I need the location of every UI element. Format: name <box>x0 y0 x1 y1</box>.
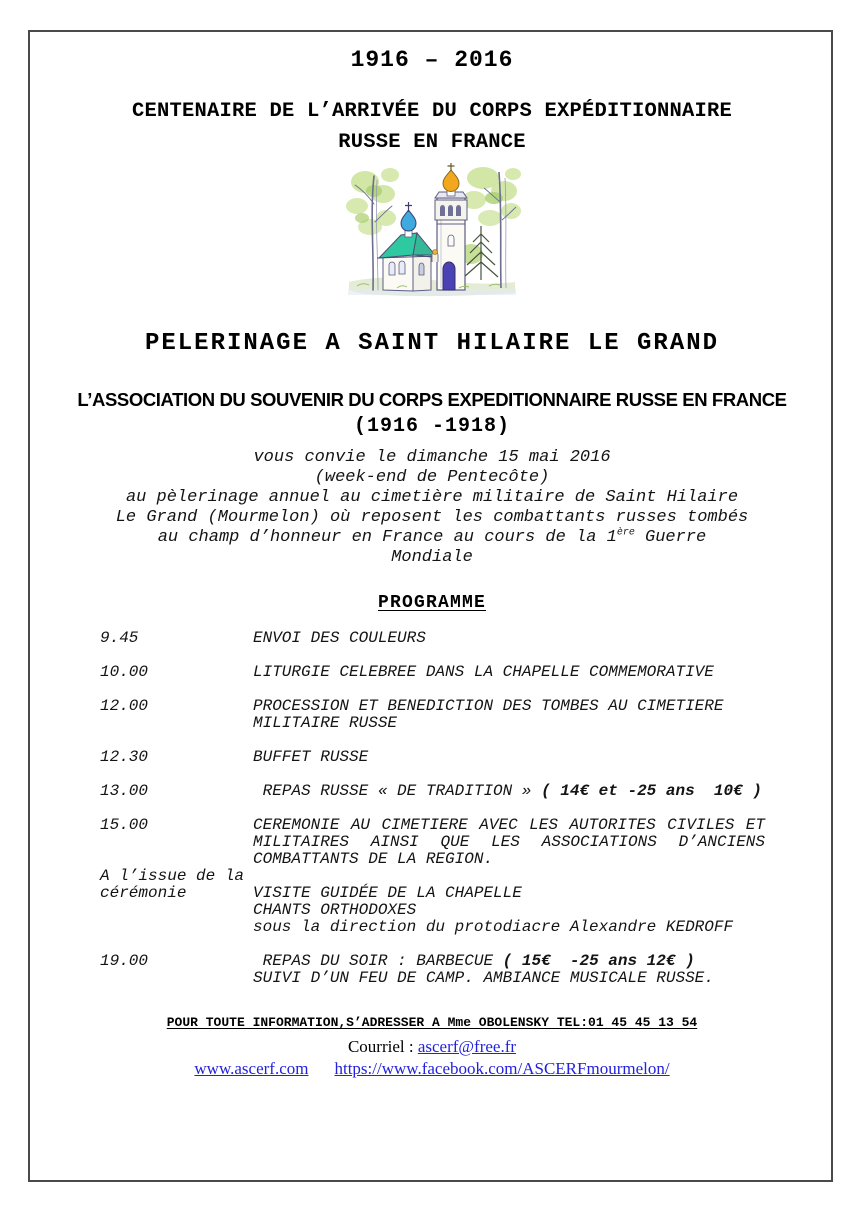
association-name: L’ASSOCIATION DU SOUVENIR DU CORPS EXPEDITIONNAIRE RUSSE EN FRANCE <box>77 389 787 410</box>
program-row-1200 <box>100 698 765 732</box>
program-row-1300 <box>100 783 765 800</box>
header-subtitle <box>0 96 864 158</box>
chapel-body <box>377 233 437 291</box>
invitation-line: (week-end de Pentecôte) <box>314 468 550 487</box>
program-desc: BUFFET RUSSE <box>253 748 369 766</box>
program-time: 9.45 <box>100 629 139 647</box>
facebook-link[interactable]: https://www.facebook.com/ASCERFmourmelon/ <box>334 1059 670 1078</box>
program-desc: PROCESSION ET BENEDICTION DES TOMBES AU CIMETIERE MILITAIRE RUSSE <box>253 697 724 732</box>
website-link[interactable]: www.ascerf.com <box>194 1059 309 1078</box>
chapel-door <box>443 262 455 290</box>
program-desc: LITURGIE CELEBREE DANS LA CHAPELLE COMMEMORATIVE <box>253 663 714 681</box>
program-desc: REPAS DU SOIR : BARBECUE ( 15€ -25 ans 12€ ) SUIVI D’UN FEU DE CAMP. AMBIANCE MUSICALE RUSSE. <box>253 952 714 987</box>
footer-links-line <box>0 1058 864 1080</box>
program-time: 10.00 <box>100 663 149 681</box>
email-link[interactable]: ascerf@free.fr <box>417 1037 517 1056</box>
program-row-0945 <box>100 630 765 647</box>
price-bold: ( 14€ et -25 ans 10€ ) <box>541 782 762 800</box>
chapel-illustration <box>343 162 521 298</box>
program-row-1230 <box>100 749 765 766</box>
gold-onion-dome <box>443 163 459 196</box>
header-years: 1916 – 2016 <box>350 47 514 73</box>
program-row-1500 <box>100 817 765 868</box>
price-bold: ( 15€ -25 ans 12€ ) <box>502 952 695 970</box>
program-row-issue-ceremonie <box>100 868 765 936</box>
program-row-1900 <box>100 953 765 987</box>
association-years: (1916 -1918) <box>353 415 511 438</box>
program-time: 12.00 <box>100 697 149 715</box>
program-time: 19.00 <box>100 952 149 970</box>
program-desc: CEREMONIE AU CIMETIERE AVEC LES AUTORITES CIVILES ET MILITAIRES AINSI QUE LES ASSOCIATIONS D’ANCIENS COMBATTANTS DE LA REGION. <box>253 816 765 868</box>
program-time: 13.00 <box>100 782 149 800</box>
invitation-line: au champ d’honneur en France au cours de la 1ère Guerre <box>157 527 707 547</box>
invitation-line: au pèlerinage annuel au cimetière militaire de Saint Hilaire <box>125 488 739 507</box>
program-row-1000 <box>100 664 765 681</box>
program-time: A l’issue de la cérémonie <box>100 867 245 902</box>
program-heading: PROGRAMME <box>377 593 487 613</box>
ordinal-superscript: ère <box>616 527 635 539</box>
header-subtitle-line2: RUSSE EN FRANCE <box>338 131 526 154</box>
program-time: 12.30 <box>100 748 149 766</box>
blue-onion-dome <box>401 202 416 237</box>
program-time: 15.00 <box>100 816 149 834</box>
invitation-text <box>0 448 864 568</box>
email-label: Courriel : <box>347 1037 418 1056</box>
program-desc: ENVOI DES COULEURS <box>253 629 426 647</box>
program-schedule <box>100 630 765 987</box>
footer-contact-info: POUR TOUTE INFORMATION,S’ADRESSER A Mme OBOLENSKY TEL:01 45 45 13 54 <box>166 1015 698 1030</box>
main-title: PELERINAGE A SAINT HILAIRE LE GRAND <box>144 330 720 357</box>
program-desc: VISITE GUIDÉE DE LA CHAPELLE CHANTS ORTHODOXES sous la direction du protodiacre Alexandre KEDROFF <box>253 884 734 936</box>
program-desc: REPAS RUSSE « DE TRADITION » ( 14€ et -25 ans 10€ ) <box>253 782 762 800</box>
header-subtitle-line1: CENTENAIRE DE L’ARRIVÉE DU CORPS EXPÉDITIONNAIRE <box>131 100 733 123</box>
invitation-line: vous convie le dimanche 15 mai 2016 <box>253 448 611 467</box>
footer-email-line <box>0 1036 864 1058</box>
invitation-line: Mondiale <box>391 548 473 567</box>
invitation-line: Le Grand (Mourmelon) où reposent les combattants russes tombés <box>115 508 749 527</box>
